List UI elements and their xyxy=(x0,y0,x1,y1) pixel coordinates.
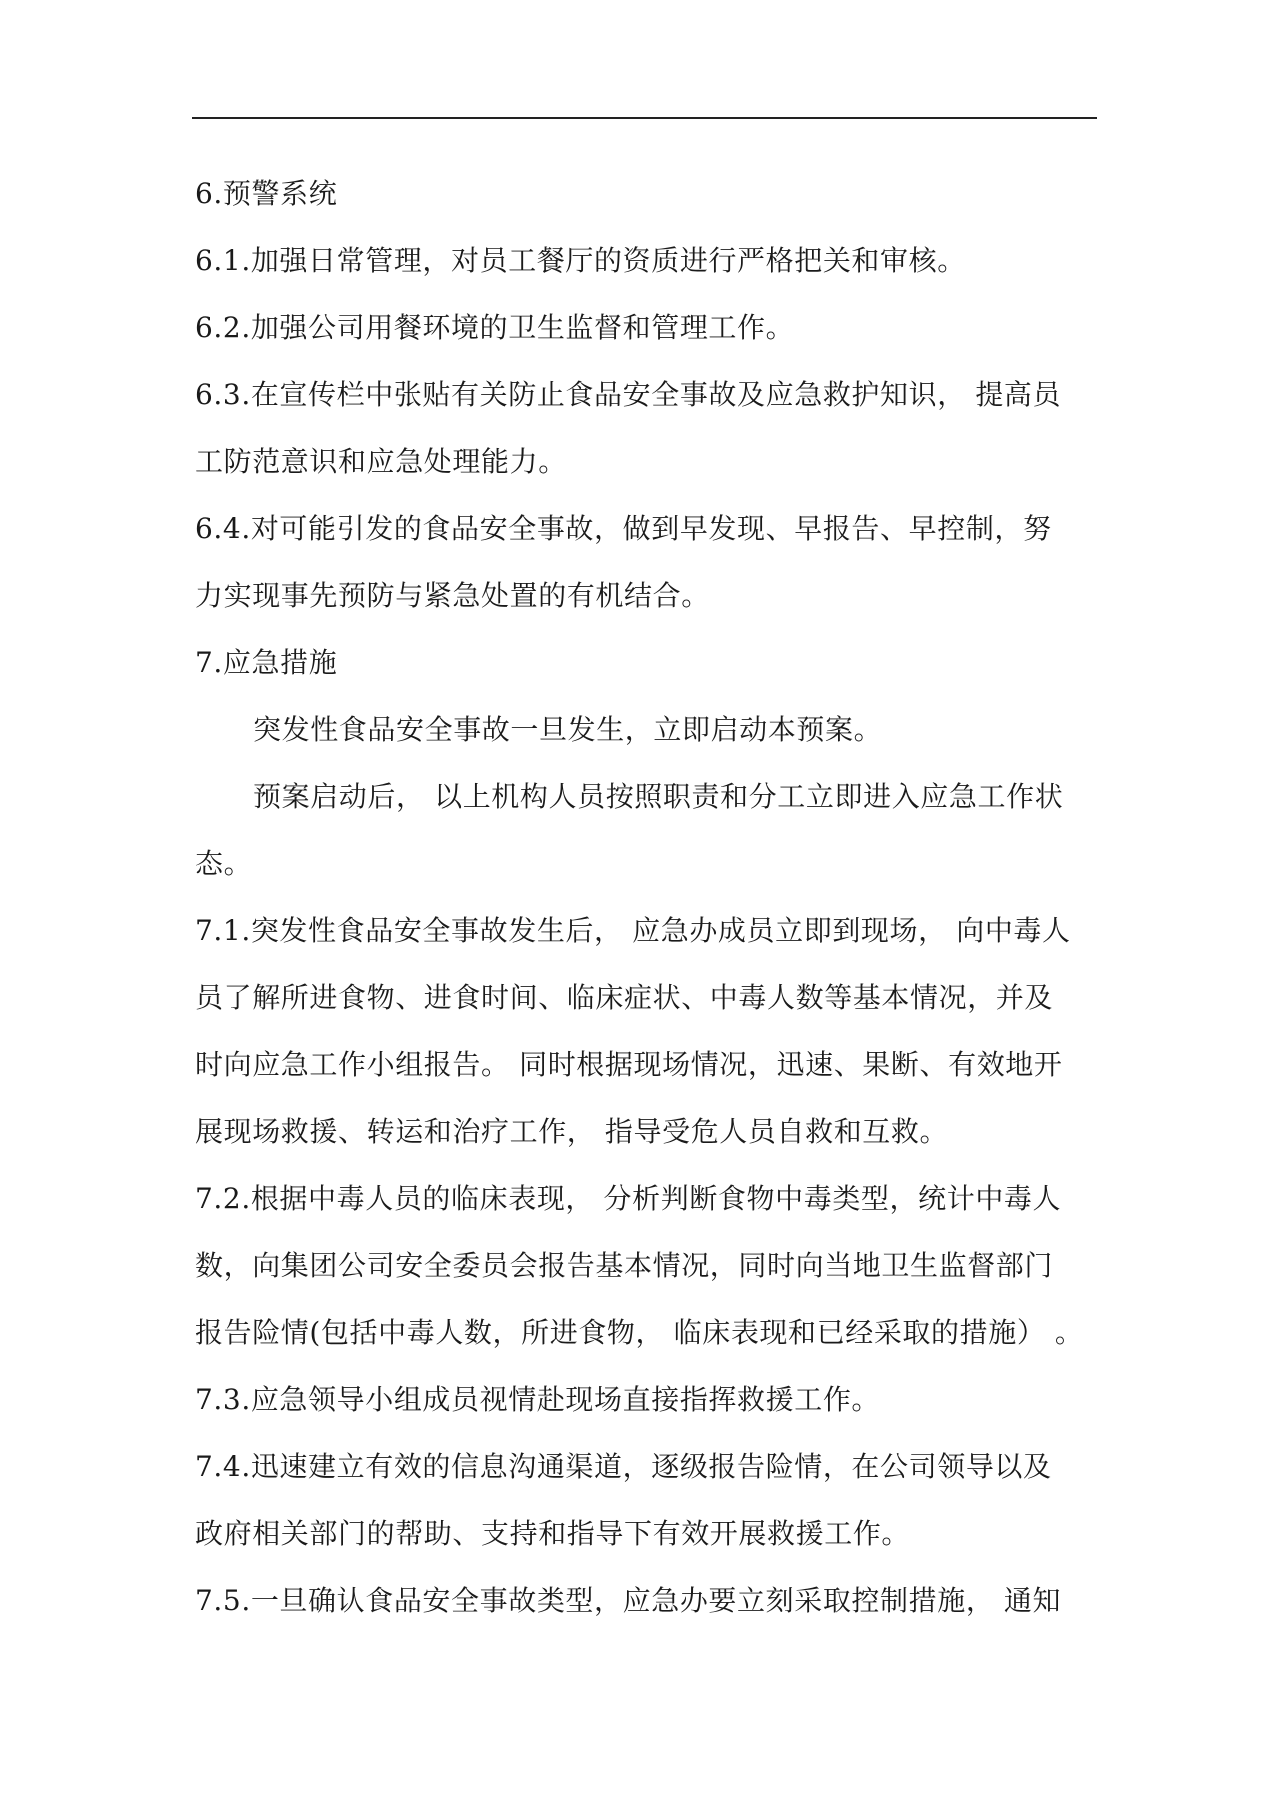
header-rule xyxy=(192,117,1097,119)
text-line: 数，向集团公司安全委员会报告基本情况，同时向当地卫生监督部门 xyxy=(195,1249,1054,1282)
text-line: 力实现事先预防与紧急处置的有机结合。 xyxy=(195,579,710,612)
text-line: 报告险情(包括中毒人数，所进食物， 临床表现和已经采取的措施） 。 xyxy=(195,1316,1084,1349)
text-line: 时向应急工作小组报告。 同时根据现场情况，迅速、果断、有效地开 xyxy=(195,1048,1063,1081)
text-line: 7.1.突发性食品安全事故发生后， 应急办成员立即到现场， 向中毒人 xyxy=(195,914,1071,947)
text-line: 员了解所进食物、进食时间、临床症状、中毒人数等基本情况，并及 xyxy=(195,981,1054,1014)
text-line: 6.3.在宣传栏中张贴有关防止食品安全事故及应急救护知识， 提高员 xyxy=(195,378,1062,411)
section-heading-7: 7.应急措施 xyxy=(195,646,338,679)
text-line: 7.5.一旦确认食品安全事故类型，应急办要立刻采取控制措施， 通知 xyxy=(195,1584,1062,1617)
text-line: 7.2.根据中毒人员的临床表现， 分析判断食物中毒类型，统计中毒人 xyxy=(195,1182,1062,1215)
text-line: 工防范意识和应急处理能力。 xyxy=(195,445,567,478)
text-line: 7.4.迅速建立有效的信息沟通渠道，逐级报告险情，在公司领导以及 xyxy=(195,1450,1052,1483)
text-line: 突发性食品安全事故一旦发生，立即启动本预案。 xyxy=(253,713,883,746)
document-body xyxy=(195,160,1095,1634)
text-line: 态。 xyxy=(195,847,253,880)
text-line: 展现场救援、转运和治疗工作， 指导受危人员自救和互救。 xyxy=(195,1115,949,1148)
text-line: 6.4.对可能引发的食品安全事故，做到早发现、早报告、早控制，努 xyxy=(195,512,1052,545)
text-line: 6.1.加强日常管理，对员工餐厅的资质进行严格把关和审核。 xyxy=(195,244,966,277)
section-heading-6: 6.预警系统 xyxy=(195,177,338,210)
text-line: 6.2.加强公司用餐环境的卫生监督和管理工作。 xyxy=(195,311,795,344)
text-line: 7.3.应急领导小组成员视情赴现场直接指挥救援工作。 xyxy=(195,1383,881,1416)
text-line: 政府相关部门的帮助、支持和指导下有效开展救援工作。 xyxy=(195,1517,911,1550)
text-line: 预案启动后， 以上机构人员按照职责和分工立即进入应急工作状 xyxy=(253,780,1064,813)
